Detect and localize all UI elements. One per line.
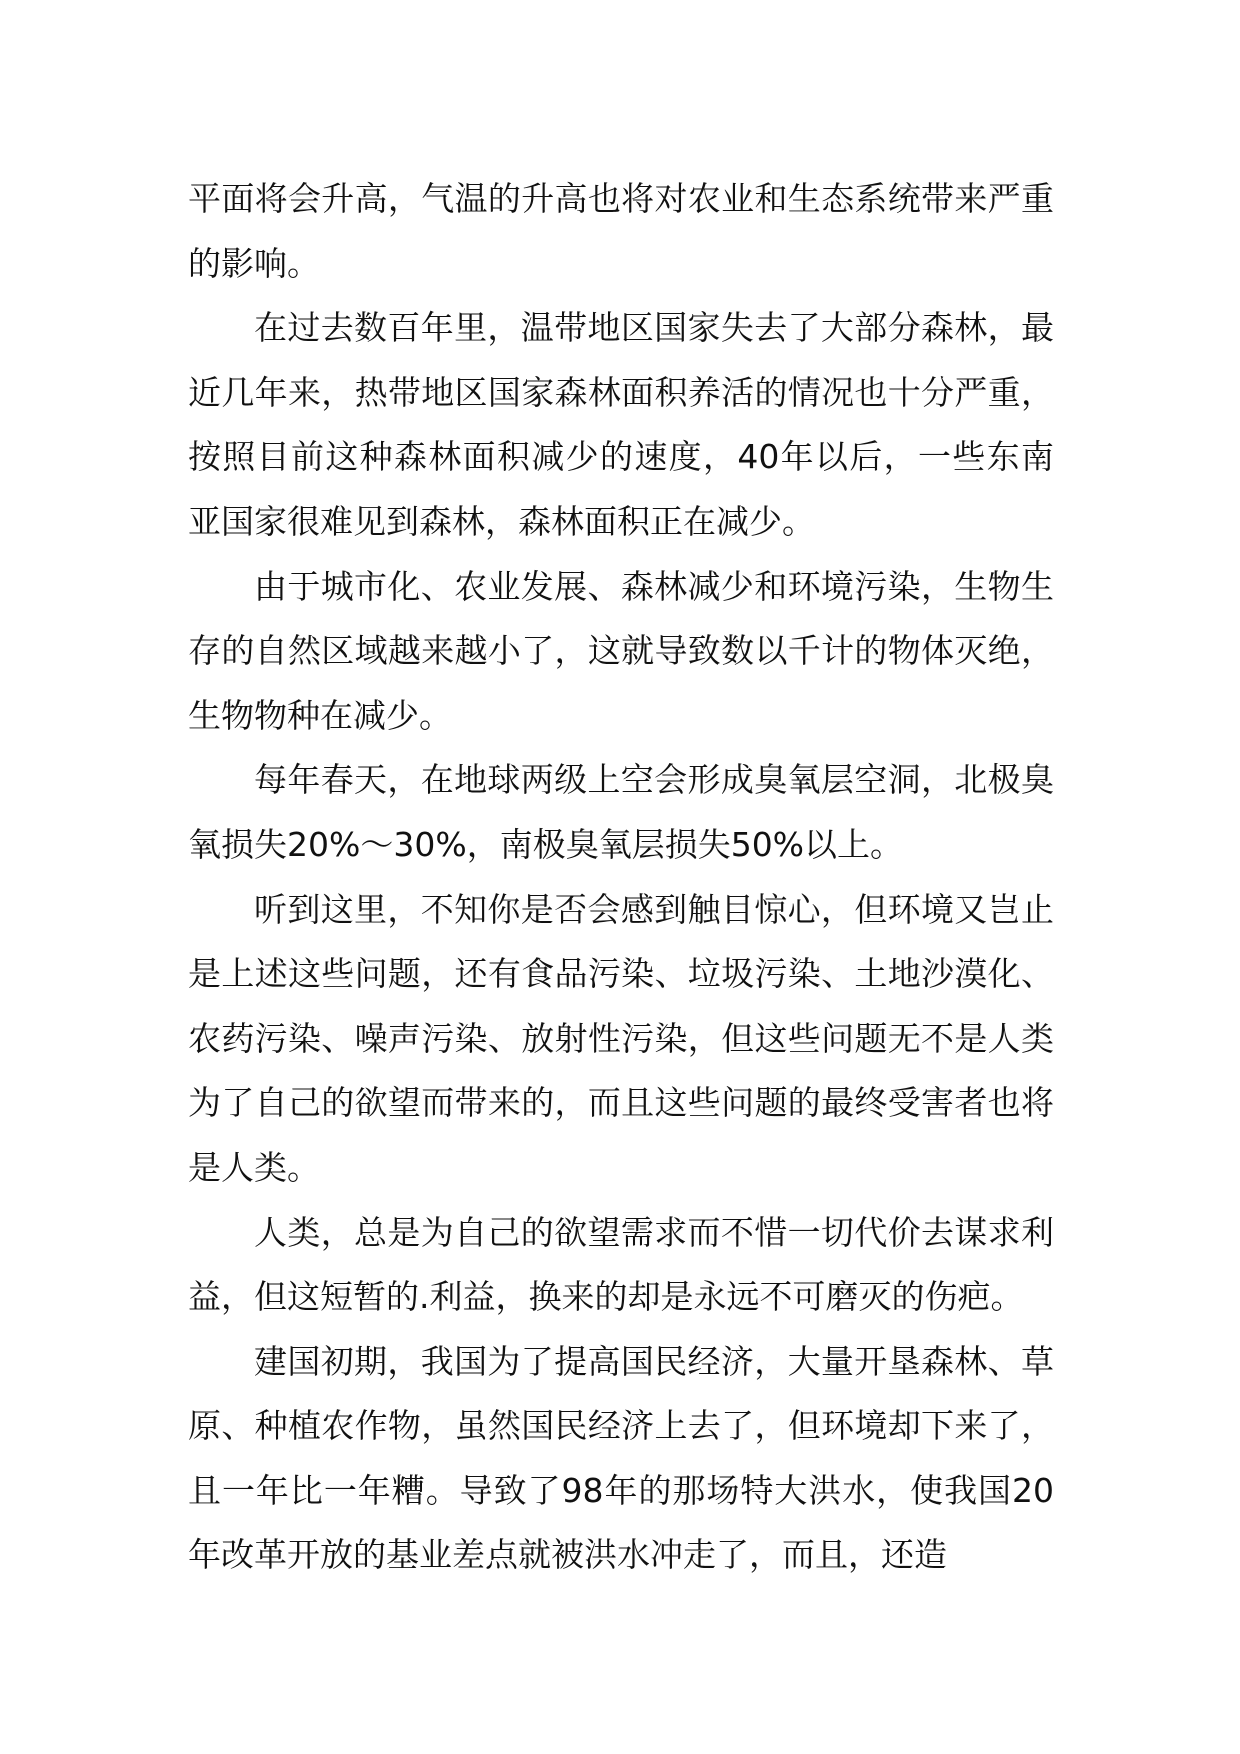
body-text: [188, 167, 1054, 1588]
paragraph-forests: 在过去数百年里，温带地区国家失去了大部分森林，最近几年来，热带地区国家森林面积养活的情况也十分严重，按照目前这种森林面积减少的速度，40年以后，一些东南亚国家很难见到森林，森林面积正在减少。: [188, 308, 1054, 541]
paragraph-species: 由于城市化、农业发展、森林减少和环境污染，生物生存的自然区域越来越小了，这就导致数以千计的物体灭绝，生物物种在减少。: [188, 566, 1054, 735]
paragraph-pollution: 听到这里，不知你是否会感到触目惊心，但环境又岂止是上述这些问题，还有食品污染、垃圾污染、土地沙漠化、农药污染、噪声污染、放射性污染，但这些问题无不是人类为了自己的欲望而带来的，而且这些问题的最终受害者也将是人类。: [188, 889, 1054, 1187]
paragraph-human-desire: 人类，总是为自己的欲望需求而不惜一切代价去谋求利益，但这短暂的.利益，换来的却是永远不可磨灭的伤疤。: [188, 1212, 1054, 1317]
paragraph-ozone: 每年春天，在地球两级上空会形成臭氧层空洞，北极臭氧损失20%～30%，南极臭氧层损失50%以上。: [188, 760, 1054, 864]
paragraph-history: 建国初期，我国为了提高国民经济，大量开垦森林、草原、种植农作物，虽然国民经济上去了，但环境却下来了，且一年比一年糟。导致了98年的那场特大洪水，使我国20年改革开放的基业差点就被洪水冲走了，而且，还造: [188, 1341, 1054, 1575]
paragraph-continued: 平面将会升高，气温的升高也将对农业和生态系统带来严重的影响。: [188, 179, 1054, 283]
